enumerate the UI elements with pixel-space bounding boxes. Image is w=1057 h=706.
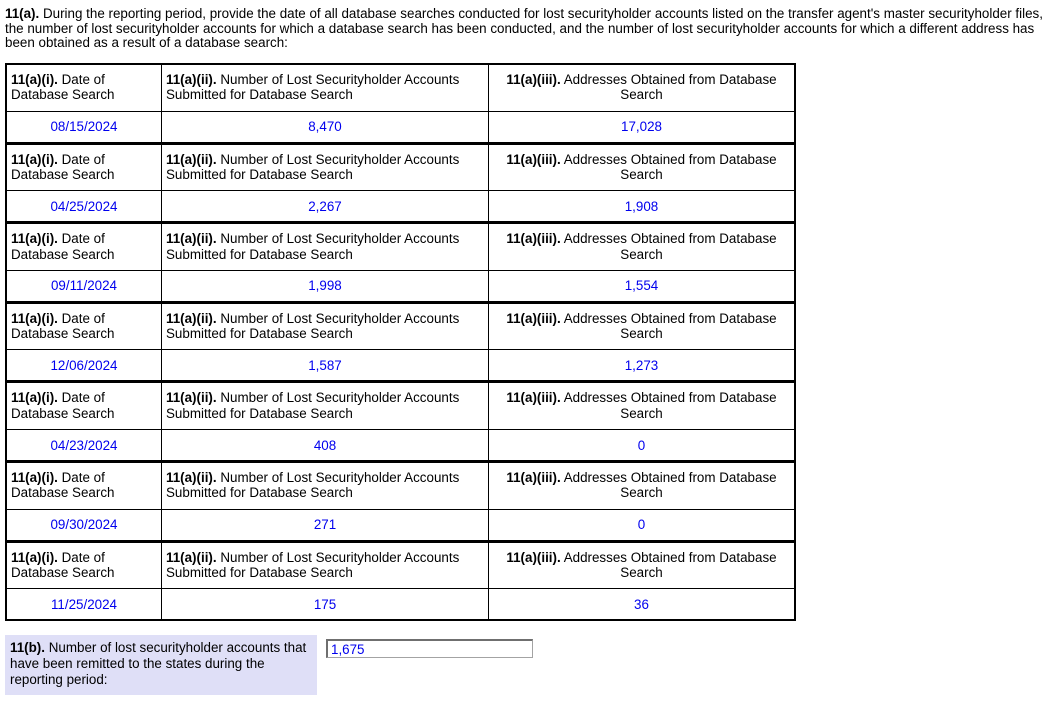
table-header-row xyxy=(6,223,795,270)
search-entry-table xyxy=(5,541,796,622)
header-item-number: 11(a)(ii). xyxy=(166,390,217,406)
addresses-obtained-value: 0 xyxy=(489,509,796,541)
table-value-row xyxy=(6,350,795,382)
question-11b-label xyxy=(5,635,317,694)
date-value: 12/06/2024 xyxy=(6,350,162,382)
column-header-submitted xyxy=(162,542,489,589)
column-header-date xyxy=(6,382,162,429)
table-value-row xyxy=(6,509,795,541)
date-value: 08/15/2024 xyxy=(6,111,162,143)
header-label: Number of Lost Securityholder Accounts Submitted for Database Search xyxy=(166,390,460,421)
header-item-number: 11(a)(i). xyxy=(11,470,58,486)
header-label: Addresses Obtained from Database Search xyxy=(563,390,777,421)
search-entry-table xyxy=(5,461,796,542)
header-item-number: 11(a)(i). xyxy=(11,72,58,88)
header-item-number: 11(a)(i). xyxy=(11,549,58,565)
column-header-obtained xyxy=(489,144,796,191)
header-label: Addresses Obtained from Database Search xyxy=(563,151,777,183)
column-header-submitted xyxy=(162,303,489,350)
header-item-number: 11(a)(iii). xyxy=(506,151,561,167)
table-value-row xyxy=(6,111,795,143)
table-header-row xyxy=(6,382,795,429)
submitted-count-value: 2,267 xyxy=(162,191,489,223)
search-entry-table xyxy=(5,63,796,144)
header-label: Date of Database Search xyxy=(11,390,115,421)
header-label: Date of Database Search xyxy=(11,549,115,580)
question-11a-text xyxy=(5,7,1051,51)
column-header-obtained xyxy=(489,462,796,509)
question-11b-section xyxy=(5,635,1057,697)
header-label: Number of Lost Securityholder Accounts Submitted for Database Search xyxy=(166,151,460,183)
question-11a-number: 11(a). xyxy=(5,6,40,21)
column-header-submitted xyxy=(162,462,489,509)
date-value: 04/25/2024 xyxy=(6,191,162,223)
header-label: Number of Lost Securityholder Accounts Submitted for Database Search xyxy=(166,72,460,103)
column-header-date xyxy=(6,64,162,111)
search-entry-table xyxy=(5,143,796,224)
table-value-row xyxy=(6,270,795,302)
column-header-date xyxy=(6,462,162,509)
header-item-number: 11(a)(i). xyxy=(11,231,58,247)
column-header-obtained xyxy=(489,542,796,589)
header-item-number: 11(a)(ii). xyxy=(166,549,217,565)
addresses-obtained-value: 36 xyxy=(489,589,796,621)
column-header-date xyxy=(6,223,162,270)
header-item-number: 11(a)(ii). xyxy=(166,72,217,88)
date-value: 04/23/2024 xyxy=(6,430,162,462)
table-header-row xyxy=(6,144,795,191)
submitted-count-value: 175 xyxy=(162,589,489,621)
header-item-number: 11(a)(iii). xyxy=(506,470,561,486)
header-label: Number of Lost Securityholder Accounts Submitted for Database Search xyxy=(166,470,460,501)
remitted-accounts-input[interactable] xyxy=(326,639,533,658)
submitted-count-value: 271 xyxy=(162,509,489,541)
header-label: Date of Database Search xyxy=(11,151,115,183)
header-item-number: 11(a)(i). xyxy=(11,390,58,406)
header-item-number: 11(a)(iii). xyxy=(506,390,561,406)
submitted-count-value: 8,470 xyxy=(162,111,489,143)
column-header-obtained xyxy=(489,303,796,350)
submitted-count-value: 1,587 xyxy=(162,350,489,382)
submitted-count-value: 1,998 xyxy=(162,270,489,302)
column-header-submitted xyxy=(162,64,489,111)
header-item-number: 11(a)(iii). xyxy=(506,549,561,565)
column-header-date xyxy=(6,542,162,589)
date-value: 09/11/2024 xyxy=(6,270,162,302)
header-item-number: 11(a)(i). xyxy=(11,151,58,167)
header-label: Addresses Obtained from Database Search xyxy=(563,231,777,262)
search-entry-table xyxy=(5,381,796,462)
header-label: Number of Lost Securityholder Accounts Submitted for Database Search xyxy=(166,549,460,580)
header-item-number: 11(a)(ii). xyxy=(166,310,217,326)
addresses-obtained-value: 1,273 xyxy=(489,350,796,382)
header-label: Number of Lost Securityholder Accounts Submitted for Database Search xyxy=(166,310,460,342)
addresses-obtained-value: 1,554 xyxy=(489,270,796,302)
header-label: Addresses Obtained from Database Search xyxy=(563,470,777,501)
column-header-submitted xyxy=(162,144,489,191)
addresses-obtained-value: 1,908 xyxy=(489,191,796,223)
table-header-row xyxy=(6,462,795,509)
header-label: Number of Lost Securityholder Accounts Submitted for Database Search xyxy=(166,231,460,262)
table-header-row xyxy=(6,542,795,589)
addresses-obtained-value: 0 xyxy=(489,430,796,462)
header-item-number: 11(a)(ii). xyxy=(166,470,217,486)
question-11a-body: During the reporting period, provide the date of all database searches conducted for lost securityholder accounts listed on the transfer agent's master securityholder files, the number of lost securityholder accounts for which a database search has been conducted, and the number of lost securityholder accounts for which a different address has been obtained as a result of a database search: xyxy=(5,6,1043,51)
header-label: Addresses Obtained from Database Search xyxy=(563,72,777,103)
table-value-row xyxy=(6,430,795,462)
header-label: Addresses Obtained from Database Search xyxy=(563,549,777,580)
search-entry-table xyxy=(5,222,796,303)
table-value-row xyxy=(6,191,795,223)
header-item-number: 11(a)(ii). xyxy=(166,231,217,247)
column-header-obtained xyxy=(489,64,796,111)
column-header-submitted xyxy=(162,382,489,429)
column-header-obtained xyxy=(489,382,796,429)
column-header-submitted xyxy=(162,223,489,270)
search-entry-table xyxy=(5,302,796,383)
header-item-number: 11(a)(i). xyxy=(11,310,58,326)
column-header-date xyxy=(6,303,162,350)
column-header-obtained xyxy=(489,223,796,270)
header-item-number: 11(a)(ii). xyxy=(166,151,217,167)
column-header-date xyxy=(6,144,162,191)
question-11b-body: Number of lost securityholder accounts that have been remitted to the states during the reporting period: xyxy=(10,640,307,687)
addresses-obtained-value: 17,028 xyxy=(489,111,796,143)
header-label: Date of Database Search xyxy=(11,72,115,103)
header-item-number: 11(a)(iii). xyxy=(506,72,561,88)
date-value: 11/25/2024 xyxy=(6,589,162,621)
date-value: 09/30/2024 xyxy=(6,509,162,541)
table-header-row xyxy=(6,303,795,350)
header-label: Date of Database Search xyxy=(11,470,115,501)
header-item-number: 11(a)(iii). xyxy=(506,310,561,326)
header-label: Date of Database Search xyxy=(11,310,115,342)
submitted-count-value: 408 xyxy=(162,430,489,462)
question-11b-number: 11(b). xyxy=(10,640,45,656)
table-header-row xyxy=(6,64,795,111)
header-label: Addresses Obtained from Database Search xyxy=(563,310,777,342)
table-value-row xyxy=(6,589,795,621)
header-item-number: 11(a)(iii). xyxy=(506,231,561,247)
header-label: Date of Database Search xyxy=(11,231,115,262)
